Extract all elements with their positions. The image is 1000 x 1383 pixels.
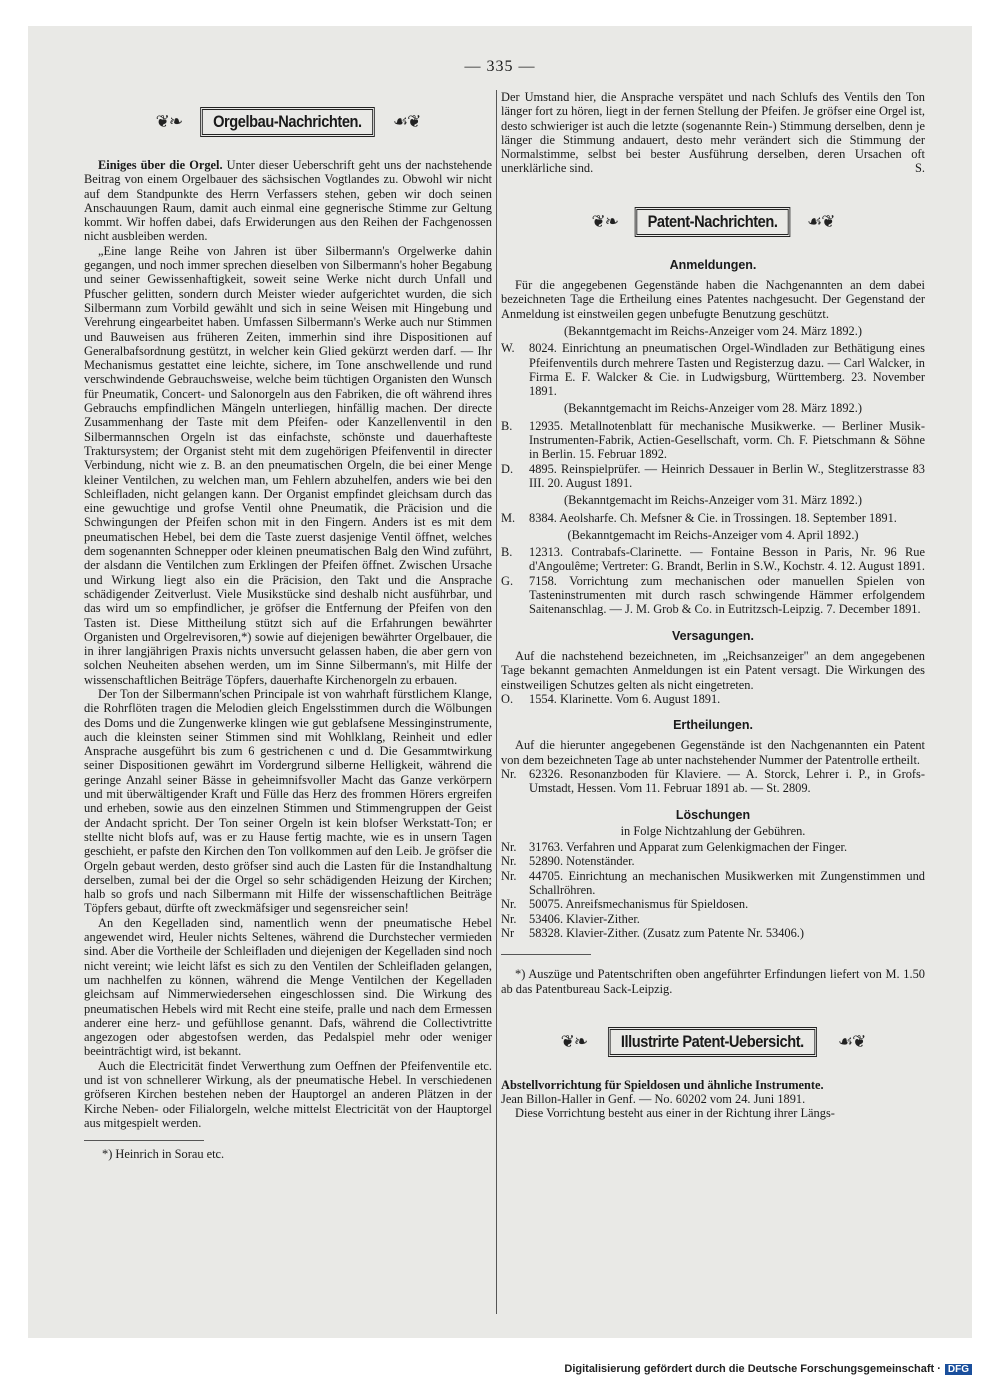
entry-text: 31763. Verfahren und Apparat zum Gelenkigmachen der Finger. (529, 840, 848, 855)
entry-text: 8024. Einrichtung an pneumatischen Orgel-Windladen zur Bethätigung eines Pfeifenventils durch mehrere Tasten und Registerzug dazu. — Carl Walcker, in Firma E. F. Walcker & Cie. in Ludwigsburg, Württemberg. 23. November 1891. (529, 341, 925, 399)
ertheilungen-intro: Auf die hierunter angegebenen Gegenstände ist den Nachgenannten ein Patent von dem bezeichneten Tage ab unter nachstehender Nummer der Patentrolle ertheilt. (501, 738, 925, 767)
entry-text: 52890. Notenständer. (529, 854, 635, 869)
entry-prefix: B. (501, 545, 513, 560)
illustrated-title: Abstellvorrichtung für Spieldosen und ähnliche Instrumente. (501, 1077, 824, 1092)
footnote: *) Heinrich in Sorau etc. (102, 1147, 225, 1162)
entry-text: 44705. Einrichtung an mechanischen Musikwerken mit Zungenstimmen und Schallröhren. (529, 868, 925, 898)
ornament-left-icon: ❦❧ (155, 111, 183, 132)
entry-text: 58328. Klavier-Zither. (Zusatz zum Patente Nr. 53406.) (529, 925, 805, 940)
heading-loeschungen: Löschungen (675, 807, 751, 822)
article-paragraph: An den Kegelladen sind, namentlich wenn der pneumatische Hebel angewendet wird, Heuler nichts Seltenes, während die Durchstecher vermieden sind. Aber die Vortheile der Schleifladen und diejenigen der Kegelladen sind noch nicht vereint; wie leicht läfst es sich zu den Ventilen der Schleifladen gelangen, um nachhelfen zu können, während die Menge Ventilchen der Kegelladen gleichsam auf Nimmerwiedersehen eingeschlossen sind. Die Wirkung des pneumatischen Hebels wird mit Recht eine steife, pralle und nach dem Ermessen anderer eine herz- und gefühllose genannt. Dafs, während die Collectivtritte angezogen oder abgestofsen werden, das Pedalspiel mehr oder weniger beeinträchtigt wird, ist bekannt. (84, 915, 492, 1059)
notice: (Bekanntgemacht im Reichs-Anzeiger vom 4. April 1892.) (567, 527, 859, 542)
entry-text: 8384. Aeolsharfe. Ch. Mefsner & Cie. in Trossingen. 18. September 1891. (529, 510, 897, 525)
ornament-right-icon: ☙❦ (837, 1031, 866, 1052)
patent-entry (501, 767, 925, 796)
article-paragraph: Unter dieser Ueberschrift geht uns der nachstehende Beitrag von einem Orgelbauer des sächsischen Vogtlandes zu. Obwohl wir nicht auf dem Standpunkte des Herrn Verfassers stehen, geben wir doch seinen Anschauungen Raum, damit auch einmal eine gegnerische Stimme zur Geltung kommt. Wir hoffen dabei, dafs Erwiderungen aus den Reihen der Fachgenossen nicht ausbleiben werden. (84, 158, 492, 244)
article-paragraph: Der Ton der Silbermann'schen Principale ist von wahrhaft fürstlichem Klange, die Rohrflöten tragen die Melodien gleich Engelsstimmen durch die Wölbungen des Doms und die Zungenwerke klingen wie gut geblafsene Messinginstrumente, auch die kleinsten seiner Stimmen sind mit Wohlklang, Reinheit und edler Ansprache ausgeführt bis zum 6 gestrichenen c und d. Die Gesammtwirkung seiner Dispositionen gewährt im Vordergrund silberne Helligkeit, während die geringe Anzahl seiner Bässe in geheimnifsvoller Macht das Ganze verkörpern und mit überwältigender Kraft und Fülle das Herz des frommen Hörers ergreifen und erheben, sowie aus den einzelnen Stimmen und Stimmengruppen der Geist der Andacht spricht. Der Ton seiner Orgeln ist kein blofser Werkstatt-Ton; er stellte nicht blofs auf, was er zu Hause fertig machte, wie es in unsern Tagen geschieht, er pafste den Kirchen den Ton vollkommen auf den Leib. Je gröfser die Orgeln gebaut werden, desto gröfser sind auch die Lasten für die Instandhaltung derselben, zumal bei der die Orgel so sehr schädigenden Heizung der Kirchen; halb so grofs und nach Silbermann mit Hilfe der wissenschaftlichen Beiträge Töpfers gebaut, dürfte oft zweckmäfsiger und segensreicher sein! (84, 686, 492, 916)
patent-entry (501, 840, 925, 854)
notice: (Bekanntgemacht im Reichs-Anzeiger vom 31. März 1892.) (564, 493, 862, 508)
ornament-left-icon: ❦❧ (560, 1031, 588, 1052)
heading-ertheilungen: Ertheilungen. (673, 718, 753, 733)
patent-entry (501, 854, 925, 868)
footnote-rule (501, 954, 591, 955)
page-number: — 335 — (464, 58, 536, 75)
patent-banner (501, 198, 925, 246)
column-divider (496, 90, 497, 1314)
heading-anmeldungen: Anmeldungen. (669, 257, 757, 272)
patent-entry (501, 462, 925, 491)
article-paragraph: Auch die Electricität findet Verwerthung zum Oeffnen der Pfeifenventile etc. und ist von schnellerer Wirkung, als der pneumatische Hebel. In verschiedenen gröfseren Kirchen bestehen neben der Hauptorgel an anderen Plätzen in der Kirche Neben- oder Filialorgeln, welche mittelst Electricität von der Hauptorgel aus mitgespielt werden. (84, 1058, 492, 1130)
patent-entry (501, 897, 925, 911)
entry-prefix: Nr. (501, 897, 517, 912)
entry-text: 50075. Anreifsmechanismus für Spieldosen. (529, 897, 749, 912)
ornament-right-icon: ☙❦ (807, 211, 835, 232)
notice: (Bekanntgemacht im Reichs-Anzeiger vom 24. März 1892.) (564, 323, 862, 338)
orgelbau-banner (84, 98, 492, 146)
right-column (501, 90, 925, 1121)
entry-text: 1554. Klarinette. Vom 6. August 1891. (529, 691, 721, 706)
dfg-logo-icon: DFG (945, 1364, 972, 1375)
entry-text: 53406. Klavier-Zither. (529, 911, 640, 926)
patent-entry (501, 574, 925, 617)
loeschungen-subheading: in Folge Nichtzahlung der Gebühren. (620, 823, 806, 838)
entry-prefix: O. (501, 691, 514, 706)
patent-entry (501, 869, 925, 898)
entry-text: 12935. Metallnotenblatt für mechanische Musikwerke. — Berliner Musik-Instrumenten-Fabrik, Actien-Gesellschaft, vorm. Ch. F. Pietschmann & Söhne in Berlin. 15. Februar 1892. (529, 418, 925, 462)
article-intro (84, 158, 492, 244)
entry-prefix: Nr. (501, 868, 517, 883)
illustrated-banner-title: Illustrirte Patent-Uebersicht. (608, 1027, 817, 1057)
patent-entry (501, 692, 925, 706)
entry-text: 4895. Reinspielprüfer. — Heinrich Dessauer in Berlin W., Steglitzerstrasse 83 III. 20. August 1891. (529, 461, 925, 490)
footnote-rule (84, 1140, 204, 1141)
entry-prefix: M. (501, 510, 516, 525)
entry-prefix: W. (501, 341, 515, 356)
patent-entry (501, 341, 925, 398)
patent-footnote: *) Auszüge und Patentschriften oben angeführter Erfindungen liefert von M. 1.50 ab das Patentbureau Sack-Leipzig. (501, 967, 925, 996)
continuation-text: Der Umstand hier, die Ansprache verspätet und nach Schlufs des Ventils den Ton länger fort zu hören, liegt in der fernen Stellung der Pfeifen. Je gröfser eine Orgel ist, desto schwieriger ist auch die letzte (sogenannte Rein-) Stimmung derselben, denn je länger die Stimmung andauert, desto mehr verändert sich die Stimmung der Normalstimme, selbst bei bester Ausführung derselben, deren Ursachen oft unerklärliche sind. (501, 90, 925, 176)
entry-prefix: Nr. (501, 840, 517, 855)
entry-prefix: Nr. (501, 766, 517, 781)
entry-prefix: D. (501, 461, 514, 476)
patent-entry (501, 419, 925, 462)
anmeldungen-intro: Für die angegebenen Gegenstände haben die Nachgenannten an dem dabei bezeichneten Tage die Ertheilung eines Patentes nachgesucht. Der Gegenstand der Anmeldung ist einstweilen gegen unbefugte Benutzung geschützt. (501, 278, 925, 321)
ornament-left-icon: ❦❧ (591, 211, 618, 232)
credit-text: Digitalisierung gefördert durch die Deutsche Forschungsgemeinschaft · (564, 1363, 941, 1375)
versagungen-intro: Auf die nachstehend bezeichneten, im „Reichsanzeiger" an dem angegebenen Tage bekannt gemachten Anmeldungen ist ein Patent versagt. Die Wirkungen des einstweiligen Schutzes gelten als nicht eingetreten. (501, 648, 925, 692)
illustrated-banner (501, 1018, 925, 1066)
signature: S. (915, 161, 925, 176)
entry-text: 12313. Contrabafs-Clarinette. — Fontaine Besson in Paris, Nr. 96 Rue d'Angoulême; Vertreter: G. Brandt, Berlin in S.W., Kochstr. 4. 12. August 1891. (529, 545, 925, 574)
entry-prefix: G. (501, 573, 514, 588)
article-title: Einiges über die Orgel. (98, 158, 223, 172)
patent-entry (501, 511, 925, 525)
entry-prefix: Nr. (501, 911, 517, 926)
ornament-right-icon: ☙❦ (392, 111, 421, 132)
left-column (84, 90, 492, 1161)
patent-banner-title: Patent-Nachrichten. (635, 207, 791, 237)
heading-versagungen: Versagungen. (672, 628, 754, 643)
notice: (Bekanntgemacht im Reichs-Anzeiger vom 28. März 1892.) (564, 401, 862, 416)
illustrated-text: Diese Vorrichtung besteht aus einer in der Richtung ihrer Längs- (515, 1106, 835, 1121)
patent-entry (501, 912, 925, 926)
patent-entry (501, 545, 925, 574)
entry-text: 62326. Resonanzboden für Klaviere. — A. Storck, Lehrer i. P., in Grofs-Umstadt, Hessen. Vom 11. Februar 1891 ab. — St. 2809. (529, 766, 925, 796)
illustrated-line: Jean Billon-Haller in Genf. — No. 60202 vom 24. Juni 1891. (501, 1092, 806, 1107)
entry-prefix: Nr. (501, 854, 517, 869)
continuation-paragraph (501, 90, 925, 176)
entry-prefix: Nr (501, 925, 515, 940)
patent-entry (501, 926, 925, 940)
article-paragraph: „Eine lange Reihe von Jahren ist über Silbermann's Orgelwerke dahin gegangen, und noch immer sprechen dieselben von Silbermann's hoher Begabung und seiner Gewissenhaftigkeit, soweit seine Werke nicht durch Unfall und Pfuscher gelitten, sondern durch Meister wieder aufgerichtet wurden, die sich Silbermann zum Vorbild gewählt und sich in seine Weisen mit Hingebung und Verehrung eingearbeitet haben. Umfassen Silbermann's Werke auch nur Stimmen und Bauweisen aus früheren Zeiten, immerhin sind ihre Dispositionen auf Generalbafsordnung gestützt, in welcher kein Glied gekürzt werden darf. — Ihr Mechanismus gestattet eine leichte, sichere, im Tone anschwellende und rund verschwindende Gebrauchsweise, welche beim tüchtigen Organisten den Wunsch für Pneumatik, Concert- und Salonorgeln aus den Fabriken, die oft während ihres Gebrauchs empfindlichen Mängeln unterliegen, hinfällig machen. Der directe Zusammenhang der Taste mit dem Pfeifen- oder Kanzellenventil in den Silbermannschen Orgeln ist das einfachste, schönste und dauerhafteste Traktursystem; der Organist steht mit dem zugehörigen Pfeifenventil in directer Verbindung, nicht wie z. B. an den pneumatischen Orgeln, die bei einer Menge kleiner Ventilchen, zu welchen man, um Fehlern abzuhelfen, anders wie bei den Schleifladen, nicht gelangen kann. Der Organist empfindet gleichsam durch das eine gewuchtige und grofse Ventil ohne Pneumatik, die Präcision und die Schwingungen der Pfeifen schon mit in den Fingern. Anders ist es mit dem pneumatischen Hebel, bei dem die Taste zuerst dasjenige Ventil öffnet, welches dem sogenannten Schnepper oder kleinen pneumatischen Balg den Wind zuführt, der alsdann die Ventilchen zum Erklingen der Pfeifen öffnet. Zwischen Ursache und Wirkung liegt also ein die Präcision, den Takt und die Ansprache schädigender Zeitverlust. Viele Musikstücke sind deshalb nicht ausführbar, und das wird um so empfindlicher, je gröfser die Entfernung der Pfeifen von den Tasten ist. Diese Mittheilung stützt sich auf die Erfahrungen bewährter Organisten und Orgelrevisoren,*) sowie auf diejenigen bewährter Orgelbauer, die in ihrer langjährigen Praxis nichts unversucht gelassen haben, die aber gern von solchen Neuheiten absehen werden, um im Sinne Silbermann's, mit Hilfe der wissenschaftlichen Beiträge Töpfers, dauerhafte Kirchenorgeln zu erbauen. (84, 243, 492, 687)
entry-text: 7158. Vorrichtung zum mechanischen oder manuellen Spielen von Tasteninstrumenten mit durch rasch schwingende Hämmer erfolgendem Saitenanschlag. — J. M. Grob & Co. in Eutritzsch-Leipzig. 7. December 1891. (529, 573, 925, 617)
entry-prefix: B. (501, 418, 513, 433)
digitization-credit (564, 1363, 972, 1375)
orgelbau-banner-title: Orgelbau-Nachrichten. (200, 107, 374, 137)
